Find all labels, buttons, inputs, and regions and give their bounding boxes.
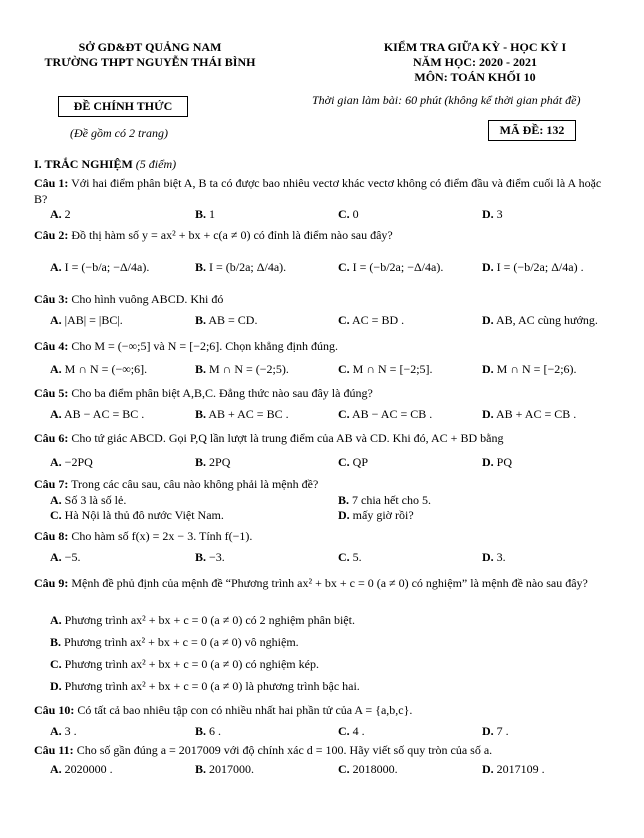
- q10-option-d[interactable]: D. 7 .: [482, 724, 509, 738]
- school-name: TRƯỜNG THPT NGUYỄN THÁI BÌNH: [44, 55, 256, 69]
- q2-option-d[interactable]: D. I = (−b/2a; Δ/4a) .: [482, 260, 584, 274]
- q5-option-c[interactable]: C. AB − AC = CB .: [338, 407, 433, 421]
- time-note: Thời gian làm bài: 60 phút (không kể thời gian phát đề): [312, 93, 581, 107]
- q7-option-b[interactable]: B. 7 chia hết cho 5.: [338, 493, 431, 507]
- question-1: Câu 1: Với hai điểm phân biệt A, B ta có được bao nhiêu vectơ khác vectơ không có điểm đầu và điểm cuối là A hoặc B?: [34, 176, 602, 206]
- pages-note: (Đề gồm có 2 trang): [70, 126, 168, 140]
- question-7: Câu 7: Trong các câu sau, câu nào không phải là mệnh đề?: [34, 477, 319, 491]
- question-4: Câu 4: Cho M = (−∞;5] và N = [−2;6]. Chọn khẳng định đúng.: [34, 339, 338, 353]
- q2-option-c[interactable]: C. I = (−b/2a; −Δ/4a).: [338, 260, 444, 274]
- q8-option-a[interactable]: A. −5.: [50, 550, 81, 564]
- exam-title: KIỂM TRA GIỮA KỲ - HỌC KỲ I: [383, 40, 567, 54]
- q6-option-d[interactable]: D. PQ: [482, 455, 513, 469]
- q11-option-d[interactable]: D. 2017109 .: [482, 762, 545, 776]
- q1-option-d[interactable]: D. 3: [482, 207, 503, 221]
- q1-option-a[interactable]: A. 2: [50, 207, 71, 221]
- q3-option-b[interactable]: B. AB = CD.: [195, 313, 258, 327]
- q11-option-b[interactable]: B. 2017000.: [195, 762, 255, 776]
- question-6: Câu 6: Cho tứ giác ABCD. Gọi P,Q lần lượt là trung điểm của AB và CD. Khi đó, AC + BD bằng: [34, 431, 504, 445]
- q6-option-c[interactable]: C. QP: [338, 455, 369, 469]
- question-9: Câu 9: Mệnh đề phủ định của mệnh đề “Phương trình ax² + bx + c = 0 (a ≠ 0) có nghiệm” là mệnh đề nào sau đây?: [34, 576, 588, 590]
- q4-option-b[interactable]: B. M ∩ N = (−2;5).: [195, 362, 289, 376]
- q11-option-a[interactable]: A. 2020000 .: [50, 762, 113, 776]
- q10-option-b[interactable]: B. 6 .: [195, 724, 222, 738]
- question-2: Câu 2: Đồ thị hàm số y = ax² + bx + c(a ≠ 0) có đỉnh là điểm nào sau đây?: [34, 228, 393, 242]
- q8-option-b[interactable]: B. −3.: [195, 550, 225, 564]
- subject: MÔN: TOÁN KHỐI 10: [414, 70, 536, 84]
- q9-option-b[interactable]: B. Phương trình ax² + bx + c = 0 (a ≠ 0) vô nghiệm.: [50, 635, 299, 649]
- q4-option-a[interactable]: A. M ∩ N = (−∞;6].: [50, 362, 148, 376]
- official-badge: ĐỀ CHÍNH THỨC: [58, 96, 188, 117]
- q7-option-a[interactable]: A. Số 3 là số lẻ.: [50, 493, 127, 507]
- question-5: Câu 5: Cho ba điểm phân biệt A,B,C. Đẳng thức nào sau đây là đúng?: [34, 386, 373, 400]
- q4-option-d[interactable]: D. M ∩ N = [−2;6).: [482, 362, 577, 376]
- q9-option-a[interactable]: A. Phương trình ax² + bx + c = 0 (a ≠ 0) có 2 nghiệm phân biệt.: [50, 613, 355, 627]
- q5-option-b[interactable]: B. AB + AC = BC .: [195, 407, 289, 421]
- q3-option-c[interactable]: C. AC = BD .: [338, 313, 405, 327]
- q3-option-d[interactable]: D. AB, AC cùng hướng.: [482, 313, 598, 327]
- q9-option-d[interactable]: D. Phương trình ax² + bx + c = 0 (a ≠ 0) là phương trình bậc hai.: [50, 679, 360, 693]
- q7-option-d[interactable]: D. mấy giờ rồi?: [338, 508, 414, 522]
- q5-option-a[interactable]: A. AB − AC = BC .: [50, 407, 145, 421]
- question-8: Câu 8: Cho hàm số f(x) = 2x − 3. Tính f(−1).: [34, 529, 253, 543]
- school-year: NĂM HỌC: 2020 - 2021: [413, 55, 537, 69]
- q7-option-c[interactable]: C. Hà Nội là thủ đô nước Việt Nam.: [50, 508, 224, 522]
- q1-option-b[interactable]: B. 1: [195, 207, 216, 221]
- q6-option-b[interactable]: B. 2PQ: [195, 455, 231, 469]
- question-3: Câu 3: Cho hình vuông ABCD. Khi đó: [34, 292, 224, 306]
- question-11: Câu 11: Cho số gần đúng a = 2017009 với độ chính xác d = 100. Hãy viết số quy tròn của số a.: [34, 743, 493, 757]
- q2-option-a[interactable]: A. I = (−b/a; −Δ/4a).: [50, 260, 150, 274]
- q11-option-c[interactable]: C. 2018000.: [338, 762, 398, 776]
- section-title: I. TRẮC NGHIỆM (5 điểm): [34, 157, 177, 171]
- q9-option-c[interactable]: C. Phương trình ax² + bx + c = 0 (a ≠ 0) có nghiệm kép.: [50, 657, 319, 671]
- q6-option-a[interactable]: A. −2PQ: [50, 455, 93, 469]
- question-10: Câu 10: Có tất cả bao nhiêu tập con có nhiều nhất hai phần tử của A = {a,b,c}.: [34, 703, 413, 717]
- q3-option-a[interactable]: A. |AB| = |BC|.: [50, 313, 123, 327]
- q1-option-c[interactable]: C. 0: [338, 207, 359, 221]
- department-name: SỞ GD&ĐT QUẢNG NAM: [78, 40, 222, 54]
- q2-option-b[interactable]: B. I = (b/2a; Δ/4a).: [195, 260, 287, 274]
- q8-option-d[interactable]: D. 3.: [482, 550, 506, 564]
- exam-code: MÃ ĐỀ: 132: [488, 120, 576, 141]
- q10-option-a[interactable]: A. 3 .: [50, 724, 77, 738]
- q4-option-c[interactable]: C. M ∩ N = [−2;5].: [338, 362, 433, 376]
- q10-option-c[interactable]: C. 4 .: [338, 724, 365, 738]
- q5-option-d[interactable]: D. AB + AC = CB .: [482, 407, 577, 421]
- q8-option-c[interactable]: C. 5.: [338, 550, 362, 564]
